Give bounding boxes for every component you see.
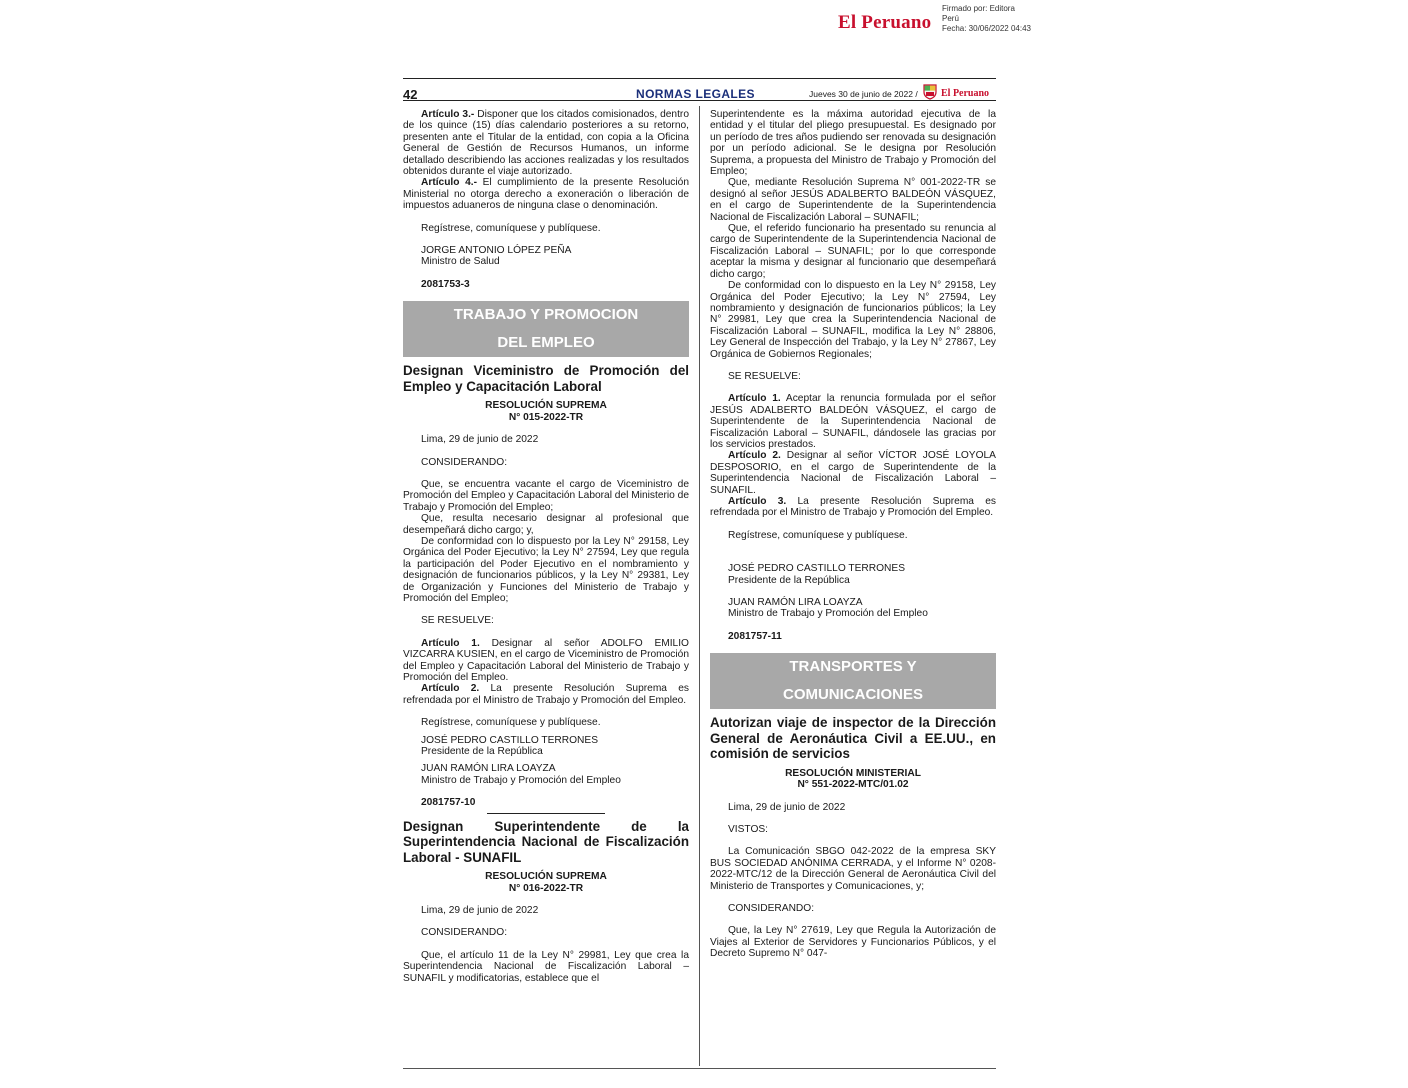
digital-signature bbox=[838, 4, 1098, 38]
article-label: Artículo 1. bbox=[421, 637, 480, 649]
section-band bbox=[710, 653, 996, 709]
article-label: Artículo 3. bbox=[728, 496, 787, 507]
signer-title: Ministro de Trabajo y Promoción del Empleo bbox=[421, 774, 621, 786]
recital-paragraph: Superintendente es la máxima autoridad ejecutiva de la entidad y el titular del pliego presupuestal. Es designado por un período de tres años pudiendo ser renovada su designación por un período adicional. Se le designa por Resolución Suprema, a propuesta del Ministro de Trabajo y Promoción del Empleo; bbox=[710, 109, 996, 178]
signature-line: Perú bbox=[942, 14, 959, 23]
separator-rule bbox=[487, 813, 605, 814]
resolution-date: Lima, 29 de junio de 2022 bbox=[728, 801, 846, 813]
signature-line: Firmado por: Editora bbox=[942, 4, 1015, 13]
publication-code: 2081757-10 bbox=[421, 797, 476, 809]
section-heading: CONSIDERANDO: bbox=[728, 903, 815, 914]
section-band-line: TRANSPORTES Y bbox=[789, 658, 917, 676]
closing-formula: Regístrese, comuníquese y publíquese. bbox=[728, 529, 908, 541]
article-paragraph bbox=[710, 496, 996, 519]
article-text: Designar al señor VÍCTOR JOSÉ LOYOLA DESPOSORIO, en el cargo de Superintendente de la Superintendencia Nacional de Fiscalización Laboral – SUNAFIL. bbox=[710, 450, 996, 496]
article-paragraph bbox=[710, 450, 996, 496]
article-text: Disponer que los citados comisionados, dentro de los quince (15) días calendario posteriores a su retorno, presenten ante el Titular de la entidad, con copia a la Oficina General de Gestión de Recursos Humanos, un informe detallado describiendo las acciones realizadas y los resultados obtenidos durante el viaje autorizado. bbox=[403, 109, 689, 178]
signer-title: Presidente de la República bbox=[421, 746, 543, 758]
resolution-date: Lima, 29 de junio de 2022 bbox=[421, 434, 539, 446]
left-column bbox=[403, 109, 689, 984]
resolution-title: Designan Viceministro de Promoción del Empleo y Capacitación Laboral bbox=[403, 363, 689, 394]
resolution-type: RESOLUCIÓN MINISTERIAL bbox=[785, 767, 921, 779]
resolution-date: Lima, 29 de junio de 2022 bbox=[421, 904, 539, 916]
article-label: Artículo 2. bbox=[421, 683, 480, 695]
section-heading: CONSIDERANDO: bbox=[421, 927, 508, 939]
resolution-code: N° 015-2022-TR bbox=[508, 411, 584, 423]
header-date: Jueves 30 de junio de 2022 / bbox=[809, 89, 918, 99]
header-rule-top bbox=[403, 78, 996, 79]
column-divider bbox=[699, 106, 700, 1066]
section-heading: VISTOS: bbox=[728, 823, 769, 835]
article-label: Artículo 2. bbox=[728, 450, 781, 462]
publication-code: 2081753-3 bbox=[421, 278, 470, 290]
recital-paragraph: Que, resulta necesario designar al profesional que desempeñará dicho cargo; y, bbox=[403, 513, 689, 536]
article-label: Artículo 4.- bbox=[421, 177, 477, 189]
signer-name: JUAN RAMÓN LIRA LOAYZA bbox=[728, 597, 863, 609]
section-band-line: DEL EMPLEO bbox=[497, 334, 595, 352]
header-logo: El Peruano bbox=[941, 88, 990, 99]
newspaper-page bbox=[403, 78, 996, 1070]
article-label: Artículo 3.- bbox=[421, 109, 475, 120]
section-band-line: COMUNICACIONES bbox=[782, 686, 923, 704]
footer-rule bbox=[403, 1068, 996, 1069]
signature-details bbox=[942, 4, 1031, 34]
article-text: La presente Resolución Suprema es refrendada por el Ministro de Trabajo y Promoción del Empleo. bbox=[710, 496, 996, 519]
recital-paragraph: Que, el artículo 11 de la Ley N° 29981, Ley que crea la Superintendencia Nacional de Fiscalización Laboral – SUNAFIL y modificatorias, establece que el bbox=[403, 949, 689, 984]
resolution-type: RESOLUCIÓN SUPREMA bbox=[485, 400, 607, 412]
section-band bbox=[403, 301, 689, 357]
signer-title: Ministro de Salud bbox=[421, 256, 500, 268]
article-text: La presente Resolución Suprema es refrendada por el Ministro de Trabajo y Promoción del Empleo. bbox=[403, 683, 689, 706]
article-paragraph bbox=[403, 683, 689, 706]
resolution-title: Designan Superintendente de la Superintendencia Nacional de Fiscalización Laboral - SUNAFIL bbox=[403, 818, 689, 865]
resolution-code: N° 551-2022-MTC/01.02 bbox=[797, 779, 909, 791]
recital-paragraph: De conformidad con lo dispuesto en la Ley N° 29158, Ley Orgánica del Poder Ejecutivo; la Ley N° 27594, Ley nombramiento y designación de funcionarios públicos; la Ley N° 29981, Ley que crea la Superintendencia Nacional de Fiscalización Laboral – SUNAFIL, modifica la Ley N° 28806, Ley General de Inspección del Trabajo, y la Ley N° 27867, Ley Orgánica de Gobiernos Regionales; bbox=[710, 280, 996, 360]
article-text: Designar al señor ADOLFO EMILIO VIZCARRA KUSIEN, en el cargo de Viceministro de Promoción del Empleo y Capacitación Laboral del Ministerio de Trabajo y Promoción del Empleo. bbox=[403, 637, 689, 683]
article-paragraph bbox=[403, 109, 689, 177]
article-label: Artículo 1. bbox=[728, 393, 781, 405]
signer-name: JOSÉ PEDRO CASTILLO TERRONES bbox=[728, 563, 906, 575]
resolution-number bbox=[403, 871, 689, 894]
resolution-type: RESOLUCIÓN SUPREMA bbox=[485, 871, 607, 883]
article-text: El cumplimiento de la presente Resolución Ministerial no otorga derecho a exoneración o liberación de impuestos aduaneros de ninguna clase o denominación. bbox=[403, 177, 689, 212]
resolution-number bbox=[710, 768, 996, 791]
recital-paragraph: La Comunicación SBGO 042-2022 de la empresa SKY BUS SOCIEDAD ANÓNIMA CERRADA, y el Informe N° 0208-2022-MTC/12 de la Dirección General de Aeronáutica Civil del Ministerio de Transportes y Comunicaciones, y; bbox=[710, 846, 996, 892]
signature-logo: El Peruano bbox=[838, 12, 932, 33]
article-paragraph bbox=[710, 393, 996, 450]
article-text: Aceptar la renuncia formulada por el señor JESÚS ADALBERTO BALDEÓN VÁSQUEZ, el cargo de Superintendente de la Superintendencia Nacional de Fiscalización Laboral – SUNAFIL, dándosele las gracias por los servicios prestados. bbox=[710, 393, 996, 450]
right-column bbox=[710, 109, 996, 960]
section-heading: CONSIDERANDO: bbox=[421, 456, 508, 468]
signer-title: Ministro de Trabajo y Promoción del Empleo bbox=[728, 608, 928, 620]
signature-line: Fecha: 30/06/2022 04:43 bbox=[942, 24, 1031, 33]
section-heading: SE RESUELVE: bbox=[728, 370, 801, 382]
signer-name: JORGE ANTONIO LÓPEZ PEÑA bbox=[421, 245, 572, 257]
header-rule-bottom bbox=[403, 100, 996, 101]
page-number: 42 bbox=[403, 87, 418, 102]
section-title: NORMAS LEGALES bbox=[636, 87, 755, 101]
closing-formula: Regístrese, comuníquese y publíquese. bbox=[421, 717, 601, 729]
recital-paragraph: Que, la Ley N° 27619, Ley que Regula la Autorización de Viajes al Exterior de Servidores y Funcionarios Públicos, y el Decreto Supremo N° 047- bbox=[710, 925, 996, 960]
resolution-title: Autorizan viaje de inspector de la Dirección General de Aeronáutica Civil a EE.UU., en comisión de servicios bbox=[710, 715, 996, 762]
resolution-number bbox=[403, 400, 689, 423]
closing-formula: Regístrese, comuníquese y publíquese. bbox=[421, 222, 601, 234]
publication-code: 2081757-11 bbox=[728, 630, 782, 642]
section-band-line: TRABAJO Y PROMOCION bbox=[453, 306, 639, 324]
recital-paragraph: De conformidad con lo dispuesto por la Ley N° 29158, Ley Orgánica del Poder Ejecutivo; la Ley N° 27594, Ley que regula la participación del Poder Ejecutivo en el nombramiento y designación de funcionarios públicos, y la Ley N° 29381, Ley de Organización y Funciones del Ministerio de Trabajo y Promoción del Empleo; bbox=[403, 535, 689, 604]
article-paragraph bbox=[403, 177, 689, 211]
signer-title: Presidente de la República bbox=[728, 574, 850, 586]
coat-of-arms-icon bbox=[923, 84, 937, 100]
recital-paragraph: Que, el referido funcionario ha presentado su renuncia al cargo de Superintendente de la Superintendencia Nacional de Fiscalización Laboral – SUNAFIL; por lo que corresponde aceptar la misma y designar al funcionario que desempeñará dicho cargo; bbox=[710, 223, 996, 280]
signer-name: JUAN RAMÓN LIRA LOAYZA bbox=[421, 763, 556, 775]
signer-name: JOSÉ PEDRO CASTILLO TERRONES bbox=[421, 734, 599, 746]
resolution-code: N° 016-2022-TR bbox=[508, 882, 584, 894]
article-paragraph bbox=[403, 638, 689, 684]
section-heading: SE RESUELVE: bbox=[421, 615, 494, 627]
recital-paragraph: Que, se encuentra vacante el cargo de Viceministro de Promoción del Empleo y Capacitación Laboral del Ministerio de Trabajo y Promoción del Empleo; bbox=[403, 478, 689, 513]
recital-paragraph: Que, mediante Resolución Suprema N° 001-2022-TR se designó al señor JESÚS ADALBERTO BALDEÓN VÁSQUEZ, en el cargo de Superintendente de la Superintendencia Nacional de Fiscalización Laboral – SUNAFIL; bbox=[710, 177, 996, 223]
